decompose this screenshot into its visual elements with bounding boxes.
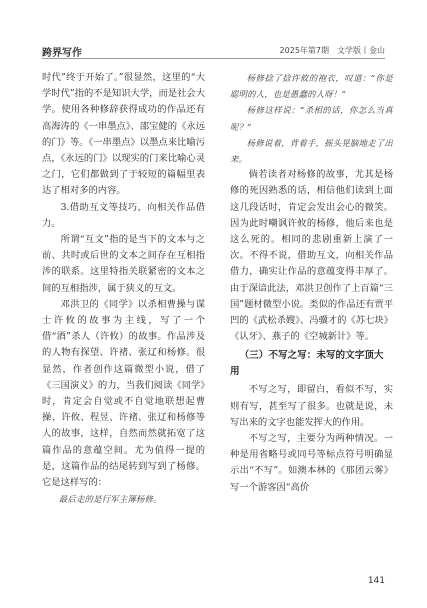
right-quote-1: 杨修捻了捻许攸的袍衣，叹道：“你是聪明的人，也是愚蠢的人呀！”	[230, 73, 393, 100]
left-paragraph-2: 3.借助互文等技巧，向相关作品借力。	[42, 201, 205, 229]
issue-info: 2025年第7期 文学版丨金山	[279, 46, 385, 55]
right-paragraph-2: 不写之写，即留白，看似不写，实则有写，甚至写了很多。也就是说，未写出来的文字也能发挥大的作用。	[230, 384, 393, 428]
left-paragraph-1: 时代”终于开始了。”很显然，这里的“大学时代”指的不是知识大学，而是社会大学。使用各种修辞获得成功的作品还有高海涛的《一串墨点》、邵宝健的《永远的门》等。《一串墨点》以墨点来比喻污点，《永远的门》以现实的门来比喻心灵之门，它们都做到了于较短的篇幅里表达了相对多的内容。	[42, 72, 205, 197]
page-header	[42, 44, 385, 59]
left-paragraph-4: 邓洪卫的《同学》以杀相曹操与谋士许攸的故事为主线，写了一个借“酒”杀人（许攸）的故事。作品涉及的人物有探望、许褚、张辽和杨修。很显然，作者创作这篇微型小说，借了《三国演义》的力，当我们阅读《同学》时，肯定会自觉或不自觉地联想起曹操、许攸、程昱、许褚、张辽和杨修等人的故事，这样，自然而然就拓宽了这篇作品的意蕴空间。尤为值得一提的是，这篇作品的结尾转到写到了杨修。它是这样写的：	[42, 298, 205, 489]
section-title: 跨界写作	[42, 48, 82, 59]
right-quote-3: 杨修说着，背着手，摇头晃脑地走了出来。	[230, 137, 393, 165]
right-quote-2: 杨修这样说：“杀相的话，你怎么当真呢？”	[230, 105, 393, 132]
right-paragraph-3: 不写之写，主要分为两种情况。一种是用省略号或同号等标点符号明确显示出“不写”。如澳本林的《那团云雾》写一个游客因“高价	[230, 433, 393, 493]
left-quote: 最后走的是行军主簿杨修。	[58, 494, 162, 505]
left-paragraph-3: 所谓“互文”指的是当下的文本与之前、共时或后世的文本之间存在互相指涉的联系。这里特指关联紧密的文本之间的互相指涉，属于狭义的互文。	[42, 234, 205, 294]
left-column	[42, 70, 205, 507]
right-paragraph-1: 倘若读者对杨修的故事，尤其是杨修的死因熟悉的话，相信他们读到上面这几段话时，肯定会发出会心的微笑。因为此时嘲讽许攸的杨修，他后来也是这么死的。相同的悲剧重新上演了一次。不得不说，借助互文，向相关作品借力，确实让作品的意蕴变得丰厚了。由于深谙此法，邓洪卫创作了上百篇“三国”题材微型小说。类似的作品还有贾平凹的《武松杀嫂》、冯骥才的《苏七块》《认牙》、燕子的《空城新计》等。	[230, 169, 393, 343]
section-heading: （三）不写之写：未写的文字顶大用	[230, 350, 384, 378]
page-number: 141	[367, 576, 385, 586]
right-column	[230, 70, 393, 496]
